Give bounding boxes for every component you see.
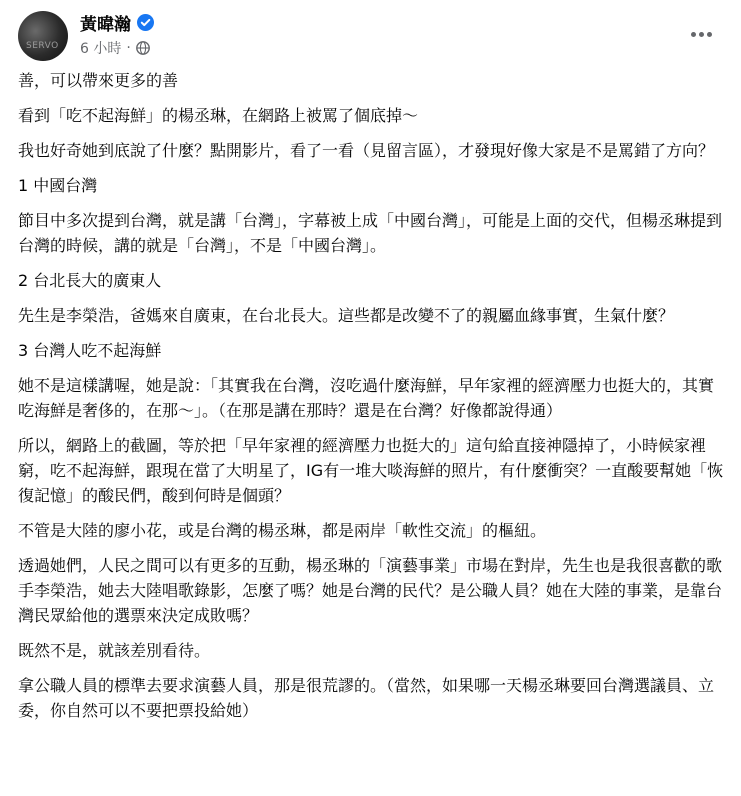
verified-badge-icon <box>137 14 154 31</box>
post-paragraph: 2 台北長大的廣東人 <box>18 271 162 290</box>
post-paragraph: 節目中多次提到台灣，就是講「台灣」，字幕被上成「中國台灣」，可能是上面的交代，但楊丞琳提到台灣的時候，講的就是「台灣」，不是「中國台灣」。 <box>18 211 723 255</box>
post-paragraph: 3 台灣人吃不起海鮮 <box>18 341 162 360</box>
post-paragraph: 她不是這樣講喔，她是說：「其實我在台灣，沒吃過什麼海鮮，早年家裡的經濟壓力也挺大的，其實吃海鮮是奢侈的，在那～」。（在那是講在那時？還是在台灣？好像都說得通） <box>18 376 715 420</box>
post-paragraph: 先生是李榮浩，爸媽來自廣東，在台北長大。這些都是改變不了的親屬血緣事實，生氣什麼？ <box>18 306 675 325</box>
avatar-text: SERVO <box>26 41 59 51</box>
post-paragraph: 1 中國台灣 <box>18 176 98 195</box>
post-paragraph: 看到「吃不起海鮮」的楊丞琳，在網路上被罵了個底掉～ <box>18 106 419 125</box>
post-timestamp[interactable]: 6 小時 <box>80 41 122 57</box>
post-paragraph: 既然不是，就該差別看待。 <box>18 641 211 660</box>
post-paragraph: 我也好奇她到底說了什麼？點開影片，看了一看（見留言區），才發現好像大家是不是罵錯了方向？ <box>18 141 715 160</box>
post-paragraph: 所以，網路上的截圖，等於把「早年家裡的經濟壓力也挺大的」這句給直接神隱掉了，小時候家裡窮，吃不起海鮮，跟現在當了大明星了，IG有一堆大啖海鮮的照片，有什麼衝突？一直酸要幫她「恢復記憶」的酸民們，酸到何時是個頭？ <box>18 436 724 505</box>
author-avatar[interactable] <box>18 11 68 61</box>
post-paragraph: 拿公職人員的標準去要求演藝人員，那是很荒謬的。（當然，如果哪一天楊丞琳要回台灣選議員、立委，你自然可以不要把票投給她） <box>18 676 715 720</box>
author-name[interactable]: 黃暐瀚 <box>80 15 131 35</box>
post-paragraph: 不管是大陸的廖小花，或是台灣的楊丞琳，都是兩岸「軟性交流」的樞紐。 <box>18 521 547 540</box>
meta-separator: · <box>126 40 131 56</box>
post-meta <box>80 38 150 58</box>
post-paragraph: 透過她們，人民之間可以有更多的互動，楊丞琳的「演藝事業」市場在對岸，先生也是我很喜歡的歌手李榮浩，她去大陸唱歌錄影，怎麼了嗎？她是台灣的民代？是公職人員？她在大陸的事業，是靠台灣民眾給他的選票來決定成敗嗎？ <box>18 556 723 625</box>
post-paragraph: 善，可以帶來更多的善 <box>18 71 179 90</box>
more-options-icon[interactable] <box>683 16 719 52</box>
globe-icon[interactable] <box>136 41 150 55</box>
post-body <box>18 68 724 733</box>
author-row <box>80 10 154 35</box>
